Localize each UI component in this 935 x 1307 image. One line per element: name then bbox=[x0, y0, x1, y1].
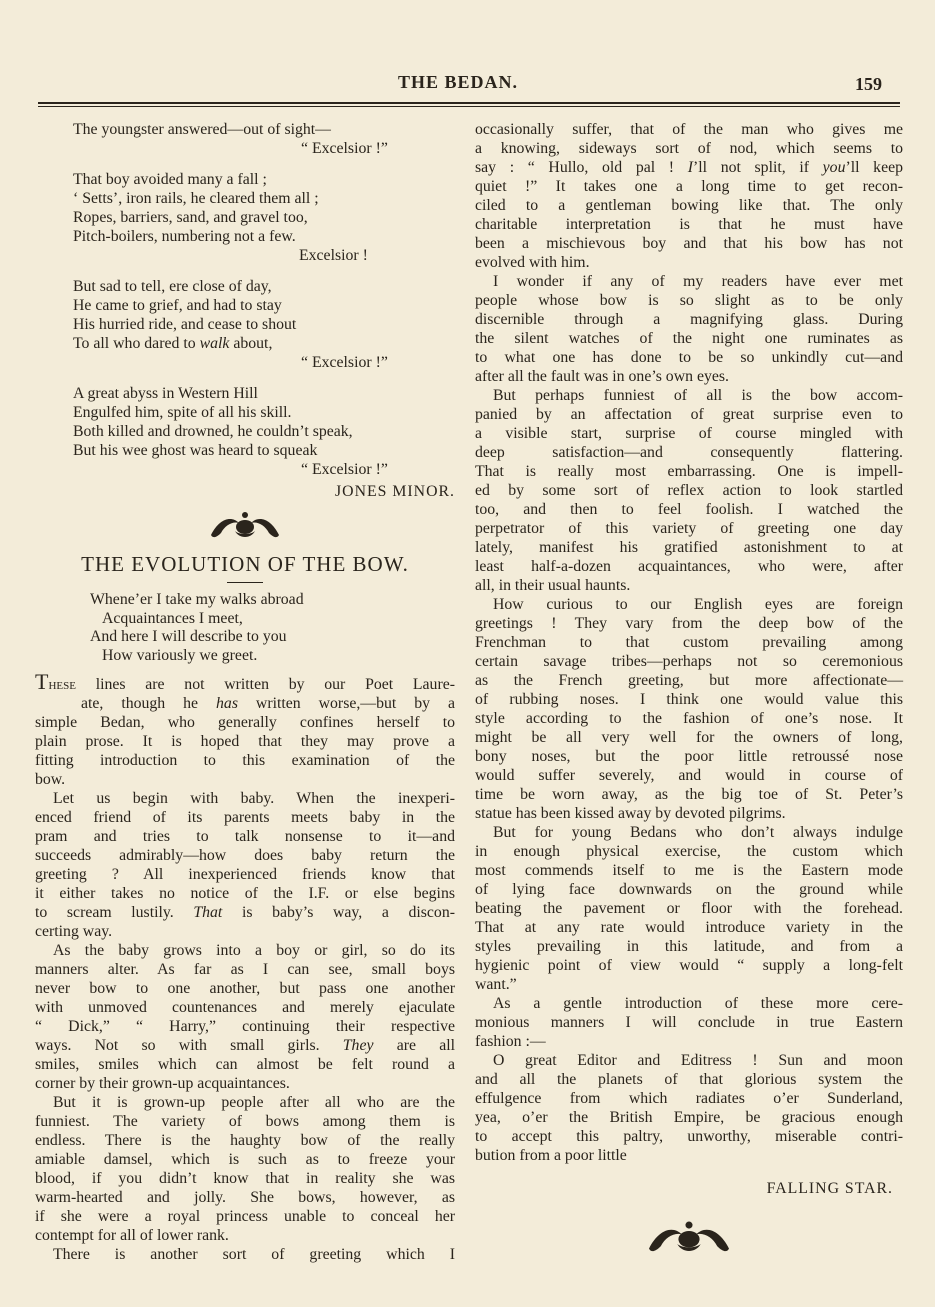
epigraph-line: Acquaintances I meet, bbox=[102, 609, 243, 627]
text-line: monious manners I will conclude in true Eastern bbox=[475, 1014, 903, 1031]
poem-line: Both killed and drowned, he couldn’t speak, bbox=[73, 423, 353, 440]
text-line: time be worn away, as the big toe of St. Peter’s bbox=[475, 786, 903, 803]
text-line: perpetrator of this variety of greeting one day bbox=[475, 520, 903, 537]
poem-line: Ropes, barriers, sand, and gravel too, bbox=[73, 209, 308, 226]
text-line: fitting introduction to this examination of the bbox=[35, 751, 455, 769]
text-line: all, in their usual haunts. bbox=[475, 577, 631, 594]
text-line: O great Editor and Editress ! Sun and moon bbox=[493, 1052, 903, 1069]
header-rule bbox=[38, 102, 900, 104]
paragraph bbox=[475, 1051, 903, 1165]
epigraph-line: How variously we greet. bbox=[102, 647, 258, 665]
text-line: quiet !” It takes one a long time to get recon- bbox=[475, 178, 903, 195]
page-header bbox=[0, 72, 935, 102]
text-line: bution from a poor little bbox=[475, 1147, 627, 1164]
text-line: it either takes no notice of the I.F. or else begins bbox=[35, 884, 455, 902]
poem-line: Pitch-boilers, numbering not a few. bbox=[73, 228, 296, 245]
text-line: But it is grown-up people after all who are the bbox=[53, 1093, 455, 1111]
title-rule bbox=[227, 582, 263, 583]
text-line: the silent watches of the night one ruminates as bbox=[475, 330, 903, 347]
text-line: beating the pavement or floor with the forehead. bbox=[475, 900, 903, 917]
text-line: These lines are not written by our Poet Laure- bbox=[35, 668, 455, 694]
text-line: deep satisfaction—and consequently flattering. bbox=[475, 444, 903, 461]
text-line: style according to the fashion of one’s nose. It bbox=[475, 710, 903, 727]
text-line: But perhaps funniest of all is the bow accom- bbox=[493, 387, 903, 404]
text-line: bow. bbox=[35, 770, 66, 788]
stanza-gap bbox=[73, 158, 455, 170]
text-line: after all the fault was in one’s own eyes. bbox=[475, 368, 729, 385]
epigraph-line: And here I will describe to you bbox=[90, 628, 287, 646]
text-line: and all the planets of that glorious system the bbox=[475, 1071, 903, 1088]
text-line: corner by their grown-up acquaintances. bbox=[35, 1074, 290, 1092]
paragraph bbox=[35, 1093, 455, 1245]
text-line: ciled to a gentleman bowing like that. The only bbox=[475, 197, 903, 214]
text-line: ate, though he has written worse,—but by a bbox=[81, 694, 455, 712]
text-line: ways. Not so with small girls. They are all bbox=[35, 1036, 455, 1054]
text-line: That is really most embarrassing. One is impell- bbox=[475, 463, 903, 480]
paragraph bbox=[475, 595, 903, 823]
text-line: to accept this paltry, unworthy, miserable contri- bbox=[475, 1128, 903, 1145]
epigraph-line: Whene’er I take my walks abroad bbox=[90, 591, 304, 608]
text-line: if she were a royal princess unable to conceal her bbox=[35, 1207, 455, 1225]
text-line: been a mischievous boy and that his bow has not bbox=[475, 235, 903, 252]
poem-line: But sad to tell, ere close of day, bbox=[73, 278, 272, 295]
poem-line: The youngster answered—out of sight— bbox=[73, 121, 331, 138]
text-line: statue has been kissed away by devoted pilgrims. bbox=[475, 805, 786, 822]
paragraph bbox=[475, 823, 903, 994]
poem-line: That boy avoided many a fall ; bbox=[73, 171, 267, 188]
floral-ornament-icon bbox=[639, 1218, 739, 1258]
poem-line: But his wee ghost was heard to squeak bbox=[73, 442, 318, 459]
text-line: evolved with him. bbox=[475, 254, 590, 271]
article-body-left bbox=[35, 668, 455, 1264]
poem-line: Engulfed him, spite of all his skill. bbox=[73, 404, 292, 421]
text-line: plain prose. It is hoped that they may prove a bbox=[35, 732, 455, 750]
article-body-right bbox=[475, 120, 903, 1165]
text-line: endless. There is the haughty bow of the really bbox=[35, 1131, 455, 1149]
text-line: As a gentle introduction of these more cere- bbox=[493, 995, 903, 1012]
text-line: There is another sort of greeting which I bbox=[53, 1245, 455, 1263]
text-line: certain savage tribes—perhaps not so ceremonious bbox=[475, 653, 903, 670]
paragraph bbox=[475, 994, 903, 1051]
text-line: styles prevailing in this latitude, and from a bbox=[475, 938, 903, 955]
poem-line: “ Excelsior !” bbox=[301, 354, 388, 371]
text-line: “ Dick,” “ Harry,” continuing their respective bbox=[35, 1017, 455, 1035]
epigraph bbox=[90, 591, 455, 666]
text-line: want.” bbox=[475, 976, 517, 993]
text-line: least half-a-dozen acquaintances, who were, after bbox=[475, 558, 903, 575]
text-line: simple Bedan, who generally confines herself to bbox=[35, 713, 455, 731]
text-line: never bow to one another, but pass one another bbox=[35, 979, 455, 997]
paragraph bbox=[475, 272, 903, 386]
text-line: to scream lustily. That is baby’s way, a discon- bbox=[35, 903, 455, 921]
text-line: I wonder if any of my readers have ever met bbox=[493, 273, 903, 290]
text-line: funniest. The variety of bows among them is bbox=[35, 1112, 455, 1130]
text-line: of rubbing noses. I think one would value this bbox=[475, 691, 903, 708]
poem-signature: JONES MINOR. bbox=[335, 483, 455, 500]
page-number: 159 bbox=[855, 74, 882, 94]
text-line: Frenchman to that custom prevailing among bbox=[475, 634, 903, 651]
text-line: lately, manifest his gratified astonishment to at bbox=[475, 539, 903, 556]
text-line: say : “ Hullo, old pal ! I’ll not split, if you’ll keep bbox=[475, 159, 903, 176]
article-signature: FALLING STAR. bbox=[766, 1180, 893, 1197]
paragraph bbox=[35, 1245, 455, 1264]
text-line: Let us begin with baby. When the inexperi- bbox=[53, 789, 455, 807]
poem-excelsior bbox=[73, 120, 455, 479]
text-line: yea, o’er the British Empire, be gracious enough bbox=[475, 1109, 903, 1126]
text-line: discernible through a magnifying glass. During bbox=[475, 311, 903, 328]
text-line: a knowing, sideways sort of nod, which seems to bbox=[475, 140, 903, 157]
text-line: charitable interpretation is that he must have bbox=[475, 216, 903, 233]
text-line: occasionally suffer, that of the man who gives me bbox=[475, 121, 903, 138]
text-line: succeeds admirably—how does baby return the bbox=[35, 846, 455, 864]
text-line: too, and then to feel foolish. I watched the bbox=[475, 501, 903, 518]
text-line: would suffer severely, and would in course of bbox=[475, 767, 903, 784]
text-line: How curious to our English eyes are foreign bbox=[493, 596, 903, 613]
text-line: blood, if you didn’t know that in reality she was bbox=[35, 1169, 455, 1187]
text-line: greeting ? All inexperienced friends know that bbox=[35, 865, 455, 883]
text-line: effulgence from which radiates o’er Sunderland, bbox=[475, 1090, 903, 1107]
text-line: of lying face downwards on the ground while bbox=[475, 881, 903, 898]
paragraph bbox=[475, 386, 903, 595]
text-line: fashion :— bbox=[475, 1033, 546, 1050]
text-line: to what one has done to be so unkindly cut—and bbox=[475, 349, 903, 366]
text-line: warm-hearted and jolly. She bows, however, as bbox=[35, 1188, 455, 1206]
poem-line: To all who dared to walk about, bbox=[73, 335, 273, 352]
paragraph bbox=[35, 789, 455, 941]
text-line: a visible start, surprise of course mingled with bbox=[475, 425, 903, 442]
running-title: THE BEDAN. bbox=[398, 72, 519, 92]
text-line: hygienic point of view would “ supply a long-felt bbox=[475, 957, 903, 974]
text-line: in enough physical exercise, the custom which bbox=[475, 843, 903, 860]
text-line: people whose bow is so slight as to be only bbox=[475, 292, 903, 309]
header-rule-thin bbox=[38, 106, 900, 107]
text-line: manners alter. As far as I can see, small boys bbox=[35, 960, 455, 978]
right-column bbox=[475, 120, 903, 1258]
text-line: amiable damsel, which is such as to freeze your bbox=[35, 1150, 455, 1168]
text-line: certing way. bbox=[35, 922, 113, 940]
text-line: panied by an affectation of great surprise even to bbox=[475, 406, 903, 423]
floral-ornament-icon bbox=[205, 509, 285, 543]
poem-line: He came to grief, and had to stay bbox=[73, 297, 282, 314]
text-line: bony noses, but the poor little retroussé nose bbox=[475, 748, 903, 765]
poem-line: “ Excelsior !” bbox=[301, 461, 388, 478]
article-title: THE EVOLUTION OF THE BOW. bbox=[81, 552, 409, 576]
text-line: As the baby grows into a boy or girl, so do its bbox=[53, 941, 455, 959]
text-line: with unmoved countenances and merely ejaculate bbox=[35, 998, 455, 1016]
paragraph bbox=[35, 668, 455, 789]
poem-line: ‘ Setts’, iron rails, he cleared them all ; bbox=[73, 190, 319, 207]
poem-line: A great abyss in Western Hill bbox=[73, 385, 258, 402]
text-line: pram and tries to talk nonsense to it—and bbox=[35, 827, 455, 845]
text-line: enced friend of its parents meets baby in the bbox=[35, 808, 455, 826]
text-line: might be all very well for the owners of long, bbox=[475, 729, 903, 746]
paragraph bbox=[35, 941, 455, 1093]
text-line: But for young Bedans who don’t always indulge bbox=[493, 824, 903, 841]
text-line: That at any rate would introduce variety in the bbox=[475, 919, 903, 936]
stanza-gap bbox=[73, 265, 455, 277]
poem-line: His hurried ride, and cease to shout bbox=[73, 316, 297, 333]
paragraph bbox=[475, 120, 903, 272]
text-line: greetings ! They vary from the deep bow of the bbox=[475, 615, 903, 632]
text-line: smiles, smiles which can almost be felt round a bbox=[35, 1055, 455, 1073]
text-line: as the French greeting, but more affectionate— bbox=[475, 672, 903, 689]
stanza-gap bbox=[73, 372, 455, 384]
poem-line: Excelsior ! bbox=[299, 247, 368, 264]
text-line: ed by some sort of reflex action to look startled bbox=[475, 482, 903, 499]
text-line: most commends itself to me is the Eastern mode bbox=[475, 862, 903, 879]
poem-line: “ Excelsior !” bbox=[301, 140, 388, 157]
text-line: contempt for all of lower rank. bbox=[35, 1226, 229, 1244]
left-column bbox=[35, 120, 455, 1264]
